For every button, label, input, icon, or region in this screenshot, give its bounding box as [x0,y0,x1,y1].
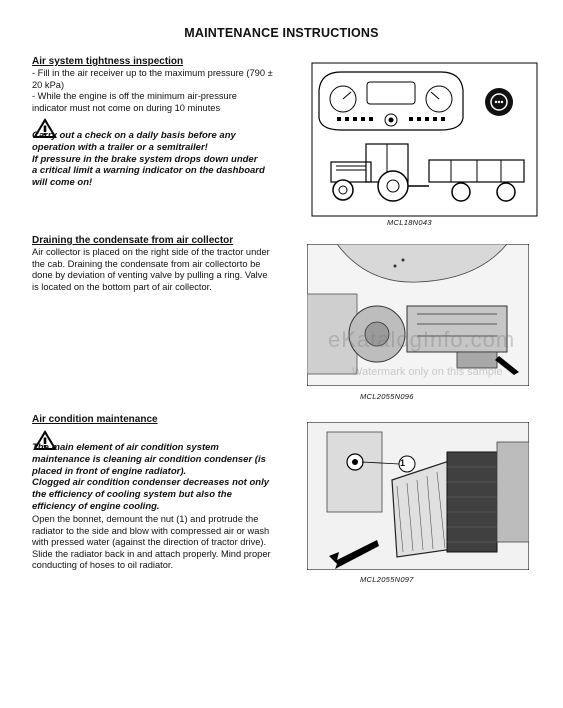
section-body-draining: Air collector is placed on the right side of the tractor under the cab. Draining the condensate from air collectorto be done by deviation of venting valve by pulling a ring. Valve is located on the bottom part of air collector. [32,247,270,292]
warning-text-condenser: The main element of air condition system maintenance is cleaning air condition condenser (is placed in front of engine radiator). Clogged air condition condenser decreases not only the efficiency of cooling system but also the efficiency of engine cooling. [32,442,270,512]
section-heading-draining: Draining the condensate from air collector [32,235,234,246]
callout-number: 1 [400,458,406,468]
air-collector-photo [307,244,529,386]
section-heading-air-condition: Air condition maintenance [32,414,158,425]
section-body-air-tightness: - Fill in the air receiver up to the maximum pressure (790 ± 20 kPa) - While the engine is off the minimum air-pressure indicator must not come on during 10 minutes [32,68,273,113]
figure-caption-1: MCL18N043 [387,218,432,227]
figure-caption-2: MCL2055N096 [360,392,414,401]
watermark-site: eKatalogInfo.com [328,327,516,352]
radiator-photo [307,422,529,570]
page-title: MAINTENANCE INSTRUCTIONS [184,26,379,40]
figure-caption-3: MCL2055N097 [360,575,414,584]
watermark-note: Watermark only on this sample [352,366,503,378]
section-body-air-condition: Open the bonnet, demount the nut (1) and protrude the radiator to the side and blow with compressed air or wash with pressed water (against the direction of tractor drive). Slide the radiator back in and attach properly. Mind proper conducting of hoses to oil radiator. [32,514,271,571]
section-heading-air-tightness: Air system tightness inspection [32,56,184,67]
warning-text-trailer-check: Carry out a check on a daily basis before any operation with a trailer or a semitrailer! If pressure in the brake system drops down under a critical limit a warning indicator on the dashboard will come on! [32,130,265,189]
dashboard-tractor-figure [311,62,541,222]
